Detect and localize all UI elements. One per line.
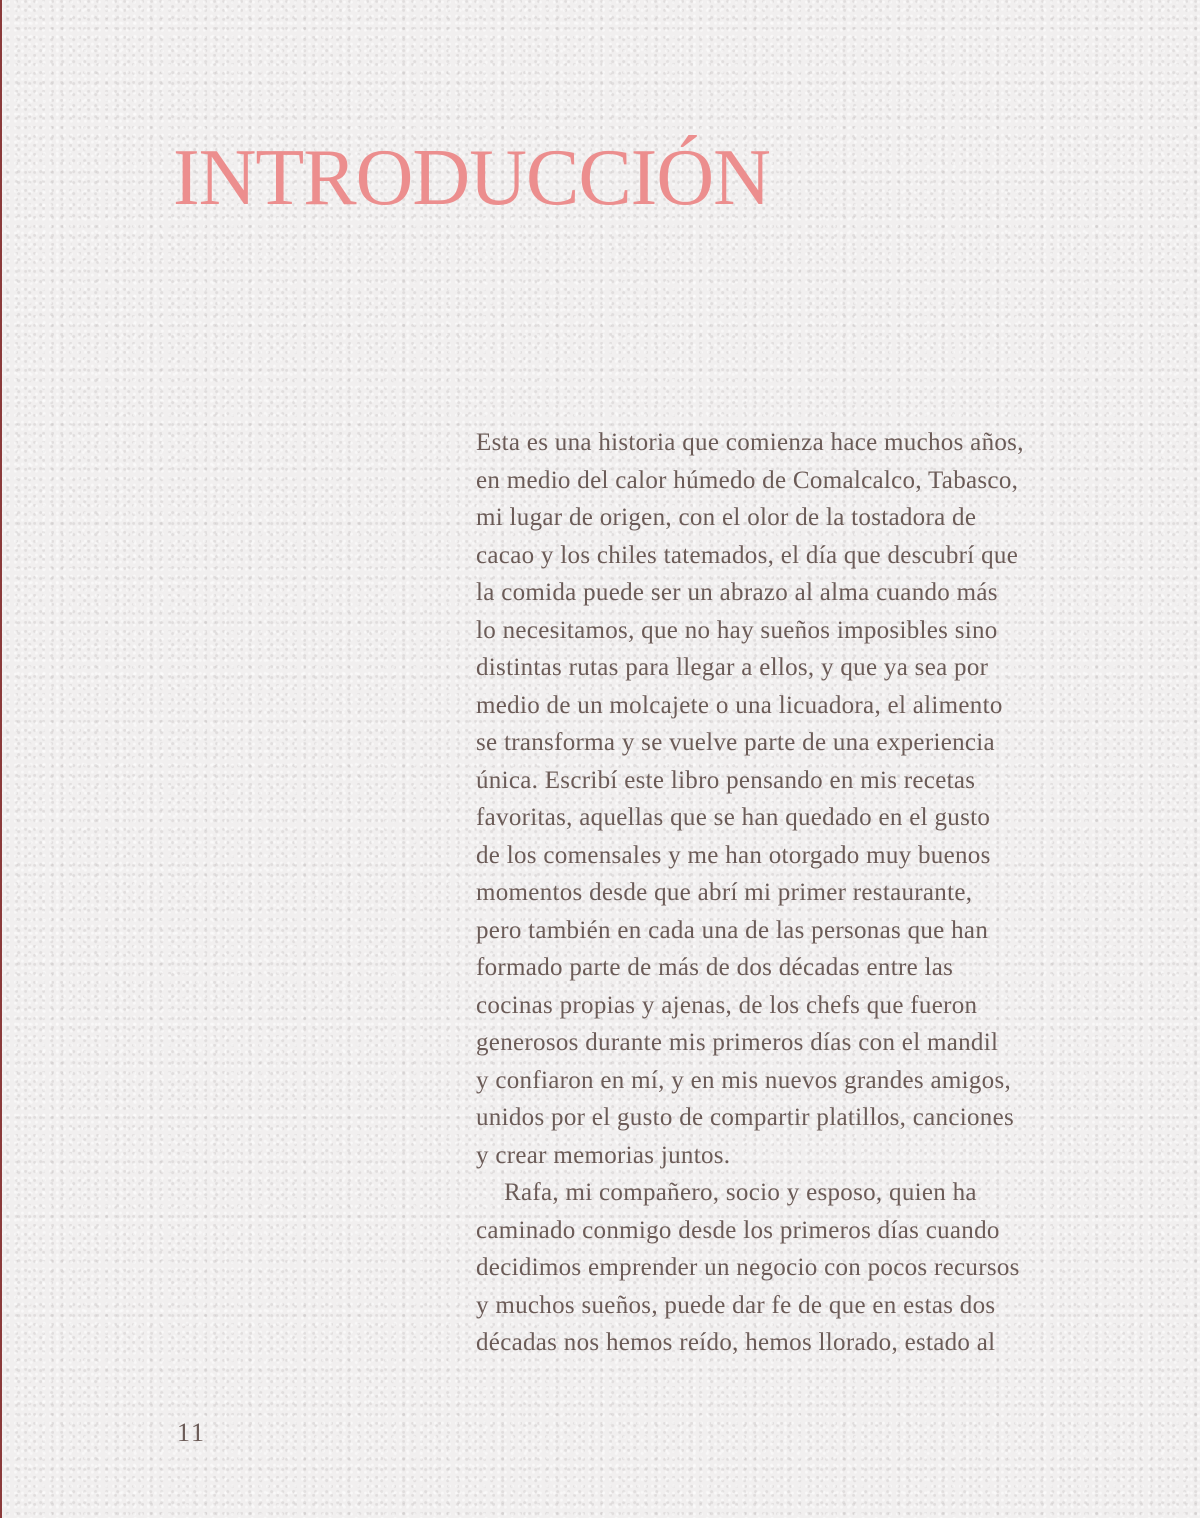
text-line: unidos por el gusto de compartir platillos, canciones: [476, 1104, 1015, 1131]
text-line: medio de un molcajete o una licuadora, el alimento: [476, 691, 1003, 719]
text-line: y confiaron en mí, y en mis nuevos grandes amigos,: [476, 1066, 1012, 1094]
text-line: momentos desde que abrí mi primer restaurante,: [476, 879, 973, 906]
text-line: formado parte de más de dos décadas entre las: [476, 954, 954, 981]
text-line: y muchos sueños, puede dar fe de que en estas dos: [476, 1291, 996, 1319]
text-line: de los comensales y me han otorgado muy buenos: [476, 841, 991, 869]
text-line: Rafa, mi compañero, socio y esposo, quien ha: [504, 1179, 977, 1206]
page-title: INTRODUCCIÓN: [173, 134, 770, 222]
text-line: cacao y los chiles tatemados, el día que descubrí que: [476, 541, 1019, 569]
text-line: la comida puede ser un abrazo al alma cuando más: [476, 579, 998, 606]
text-line: mi lugar de origen, con el olor de la tostadora de: [476, 504, 977, 531]
text-line: en medio del calor húmedo de Comalcalco, Tabasco,: [476, 466, 1019, 494]
text-line: decidimos emprender un negocio con pocos recursos: [476, 1254, 1020, 1281]
text-line: cocinas propias y ajenas, de los chefs que fueron: [476, 991, 978, 1019]
page-number: 11: [177, 1418, 207, 1447]
text-line: caminado conmigo desde los primeros días cuando: [476, 1216, 1000, 1244]
text-line: Esta es una historia que comienza hace muchos años,: [476, 429, 1024, 456]
text-line: lo necesitamos, que no hay sueños imposibles sino: [476, 616, 998, 644]
page-edge-line: [0, 0, 2, 1518]
text-line: décadas nos hemos reído, hemos llorado, estado al: [476, 1329, 996, 1356]
text-line: distintas rutas para llegar a ellos, y que ya sea por: [476, 654, 989, 681]
text-line: se transforma y se vuelve parte de una experiencia: [476, 729, 995, 756]
text-line: generosos durante mis primeros días con el mandil: [476, 1029, 999, 1056]
text-line: única. Escribí este libro pensando en mis recetas: [476, 766, 976, 794]
text-line: favoritas, aquellas que se han quedado en el gusto: [476, 804, 991, 831]
text-line: y crear memorias juntos.: [476, 1141, 731, 1169]
body-text: [476, 424, 1116, 1362]
text-line: pero también en cada una de las personas que han: [476, 916, 989, 944]
